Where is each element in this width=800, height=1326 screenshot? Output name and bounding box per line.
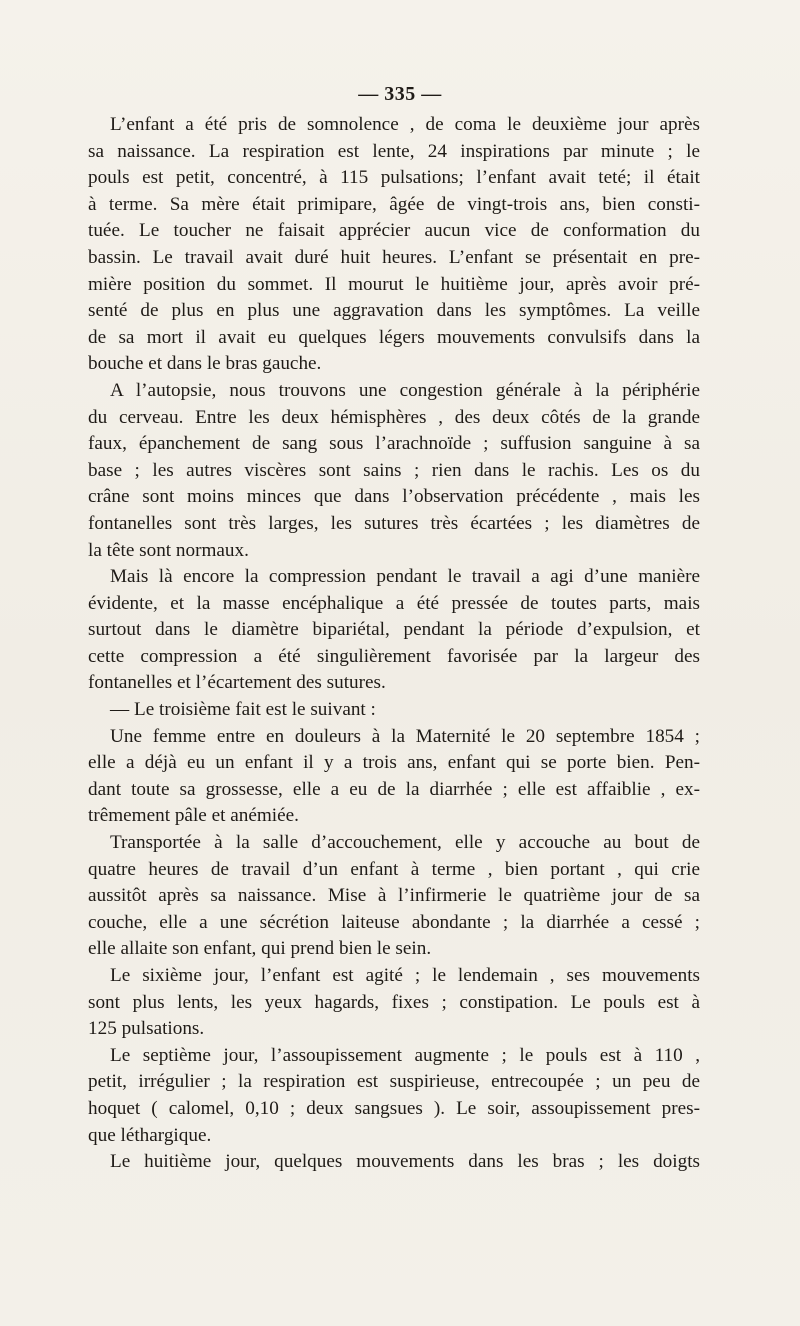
body-text (88, 112, 700, 1176)
text-line: surtout dans le diamètre bipariétal, pendant la période d’expulsion, et (88, 619, 700, 641)
text-line: cette compression a été singulièrement favorisée par la largeur des (88, 645, 700, 667)
text-line: dant toute sa grossesse, elle a eu de la diarrhée ; elle est affaiblie , ex- (88, 778, 700, 800)
text-line: Mais là encore la compression pendant le travail a agi d’une manière (110, 566, 700, 588)
text-line: hoquet ( calomel, 0,10 ; deux sangsues ). Le soir, assoupissement pres- (88, 1097, 700, 1119)
text-line: bassin. Le travail avait duré huit heures. L’enfant se présentait en pre- (88, 246, 700, 268)
text-line: couche, elle a une sécrétion laiteuse abondante ; la diarrhée a cessé ; (88, 911, 700, 933)
text-line: pouls est petit, concentré, à 115 pulsations; l’enfant avait teté; il était (88, 167, 700, 189)
text-line: crâne sont moins minces que dans l’observation précédente , mais les (88, 486, 700, 508)
text-line: trêmement pâle et anémiée. (88, 805, 299, 827)
text-line: sont plus lents, les yeux hagards, fixes ; constipation. Le pouls est à (88, 991, 700, 1013)
text-line: L’enfant a été pris de somnolence , de coma le deuxième jour après (110, 114, 700, 135)
text-line: Le septième jour, l’assoupissement augmente ; le pouls est à 110 , (110, 1044, 700, 1066)
text-line: fontanelles sont très larges, les sutures très écartées ; les diamètres de (88, 512, 700, 534)
text-line: sa naissance. La respiration est lente, 24 inspirations par minute ; le (88, 140, 700, 162)
text-line: de sa mort il avait eu quelques légers mouvements convulsifs dans la (88, 326, 700, 348)
text-line: elle allaite son enfant, qui prend bien le sein. (88, 938, 432, 960)
text-line: Une femme entre en douleurs à la Maternité le 20 septembre 1854 ; (110, 725, 700, 747)
text-line: base ; les autres viscères sont sains ; rien dans le rachis. Les os du (88, 459, 700, 481)
text-line: aussitôt après sa naissance. Mise à l’infirmerie le quatrième jour de sa (88, 885, 700, 907)
text-line: quatre heures de travail d’un enfant à terme , bien portant , qui crie (88, 858, 700, 880)
text-line: — Le troisième fait est le suivant : (110, 699, 376, 721)
text-line: A l’autopsie, nous trouvons une congestion générale à la périphérie (110, 379, 700, 401)
text-line: 125 pulsations. (88, 1018, 205, 1040)
text-line: à terme. Sa mère était primipare, âgée de vingt-trois ans, bien consti- (88, 193, 700, 215)
text-line: Transportée à la salle d’accouchement, elle y accouche au bout de (110, 832, 700, 854)
text-line: senté de plus en plus une aggravation dans les symptômes. La veille (88, 300, 700, 322)
text-line: fontanelles et l’écartement des sutures. (88, 672, 386, 694)
text-line: évidente, et la masse encéphalique a été pressée de toutes parts, mais (88, 592, 700, 614)
text-line: la tête sont normaux. (88, 539, 249, 561)
text-line: que léthargique. (88, 1124, 212, 1146)
text-line: bouche et dans le bras gauche. (88, 353, 322, 375)
text-line: mière position du sommet. Il mourut le huitième jour, après avoir pré- (88, 273, 700, 295)
text-line: du cerveau. Entre les deux hémisphères , des deux côtés de la grande (88, 406, 700, 428)
text-line: petit, irrégulier ; la respiration est suspirieuse, entrecoupée ; un peu de (88, 1071, 700, 1093)
text-line: faux, épanchement de sang sous l’arachnoïde ; suffusion sanguine à sa (88, 433, 700, 455)
text-line: Le huitième jour, quelques mouvements dans les bras ; les doigts (110, 1151, 700, 1173)
page-number: — 335 — (358, 83, 442, 105)
text-line: tuée. Le toucher ne faisait apprécier aucun vice de conformation du (88, 220, 700, 242)
text-line: elle a déjà eu un enfant il y a trois ans, enfant qui se porte bien. Pen- (88, 752, 700, 774)
text-line: Le sixième jour, l’enfant est agité ; le lendemain , ses mouvements (110, 965, 700, 986)
